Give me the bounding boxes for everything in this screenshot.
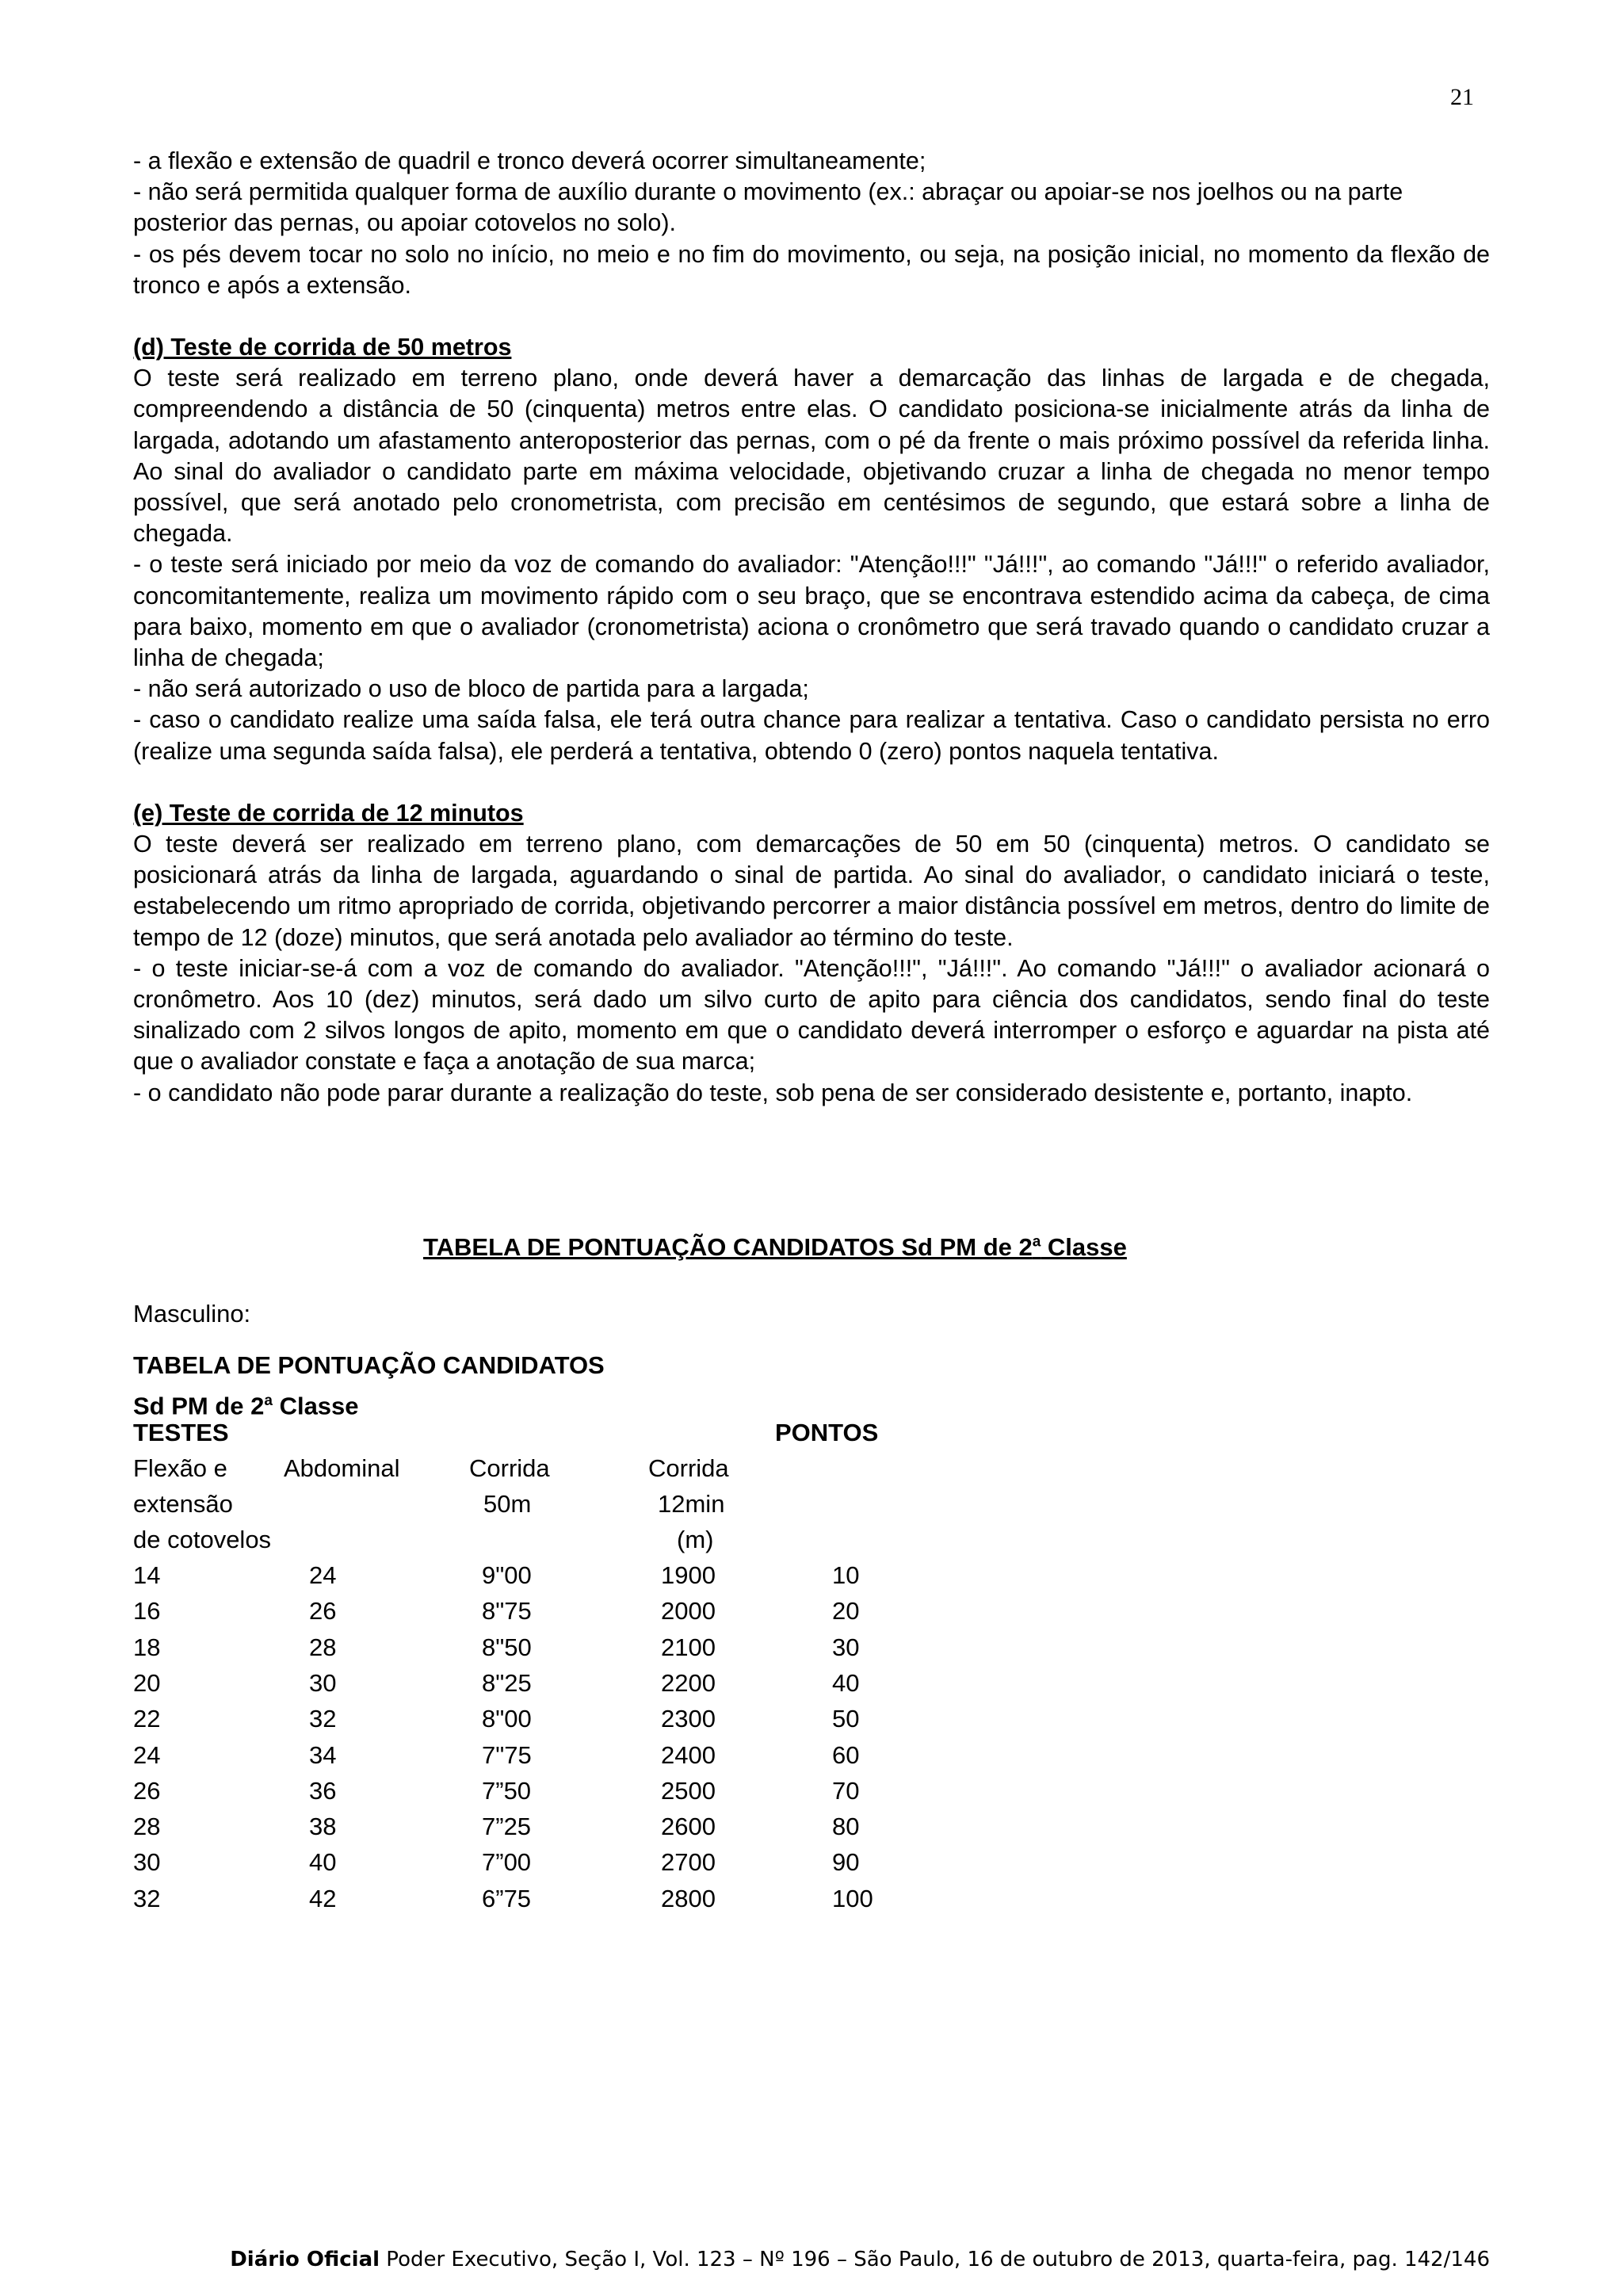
corrida-50m-value: 8"75 xyxy=(482,1597,532,1626)
corrida-50m-value: 7”00 xyxy=(482,1848,532,1877)
corrida-50m-value: 6”75 xyxy=(482,1884,532,1912)
pontos-value: 20 xyxy=(832,1597,860,1626)
pontos-value: 30 xyxy=(832,1633,860,1661)
footer: Diário Oficial Poder Executivo, Seção I, Vol. 123 – Nº 196 – São Paulo, 16 de outubro de 2013, quarta-feira, pag. 142/146 xyxy=(230,2248,1490,2271)
table-row xyxy=(133,1705,926,1740)
flexao-value: 24 xyxy=(133,1740,161,1769)
scoring-table-title: TABELA DE PONTUAÇÃO CANDIDATOS Sd PM de 2$^a$ Classe xyxy=(423,1233,1127,1261)
table-row xyxy=(133,1669,926,1705)
table-row xyxy=(133,1777,926,1813)
section-e-paragraph: - o teste iniciar-se-á com a voz de comando do avaliador. "Atenção!!!", "Já!!!". Ao comando "Já!!!" o avaliador acionará o cronômetro. Aos 10 (dez) minutos, será dado um silvo curto de apito para ciência dos candidatos, sendo final do teste sinalizado com 2 silvos longos de apito, momento em que o candidato deverá interromper o esforço e aguardar na pista até que o avaliador constate e faça a anotação de sua marca; xyxy=(133,954,1490,1075)
pontos-label: PONTOS xyxy=(775,1419,879,1446)
masculino-label: Masculino: xyxy=(133,1300,251,1328)
flexao-value: 22 xyxy=(133,1705,161,1733)
abdominal-value: 32 xyxy=(309,1705,337,1733)
table-row xyxy=(133,1597,926,1633)
pontos-value: 80 xyxy=(832,1813,860,1841)
corrida-12min-value: 2700 xyxy=(661,1848,716,1877)
table-row xyxy=(133,1813,926,1848)
abdominal-value: 38 xyxy=(309,1813,337,1841)
table-row xyxy=(133,1741,926,1777)
corrida-50m-value: 8"00 xyxy=(482,1705,532,1733)
section-d-paragraph: O teste será realizado em terreno plano, onde deverá haver a demarcação das linhas de largada e de chegada, compreendendo a distância de 50 (cinquenta) metros entre elas. O candidato posiciona-se inicialmente atrás da linha de largada, adotando um afastamento anteroposterior das pernas, com o pé da frente o mais próximo possível da referida linha. Ao sinal do avaliador o candidato parte em máxima velocidade, objetivando cruzar a linha de chegada no menor tempo possível, que será anotado pelo cronometrista, com precisão em centésimos de segundo, que estará sobre a linha de chegada. xyxy=(133,365,1490,548)
pontos-value: 10 xyxy=(832,1561,860,1589)
corrida-12min-value: 2600 xyxy=(661,1813,716,1841)
body-text xyxy=(133,146,1490,1109)
table-header-row xyxy=(133,1490,926,1526)
section-d-paragraph: - caso o candidato realize uma saída falsa, ele terá outra chance para realizar a tentativa. Caso o candidato persista no erro (realize uma segunda saída falsa), ele perderá a tentativa, obtendo 0 (zero) pontos naquela tentativa. xyxy=(133,706,1490,765)
corrida-12min-value: 2300 xyxy=(661,1705,716,1733)
section-d-heading: (d) Teste de corrida de 50 metros xyxy=(133,334,512,361)
pontos-value: 90 xyxy=(832,1848,860,1877)
abdominal-value: 36 xyxy=(309,1776,337,1805)
intro-line: - os pés devem tocar no solo no início, no meio e no fim do movimento, ou seja, na posição inicial, no momento da flexão de tronco e após a extensão. xyxy=(133,240,1490,299)
abdominal-value: 34 xyxy=(309,1740,337,1769)
corrida-12min-value: 2400 xyxy=(661,1740,716,1769)
testes-label: TESTES xyxy=(133,1419,229,1446)
corrida-12min-value: 2100 xyxy=(661,1633,716,1661)
table-row xyxy=(133,1885,926,1920)
section-d-paragraph: - o teste será iniciado por meio da voz de comando do avaliador: "Atenção!!!" "Já!!!", ao comando "Já!!!" o referido avaliador, concomitantemente, realiza um movimento rápido com o seu braço, que se encontrava estendido acima da cabeça, de cima para baixo, momento em que o avaliador (cronometrista) aciona o cronômetro que será travado quando o candidato cruzar a linha de chegada; xyxy=(133,551,1490,672)
pontos-value: 50 xyxy=(832,1705,860,1733)
col-header-abdominal: Abdominal xyxy=(284,1454,400,1482)
flexao-value: 16 xyxy=(133,1597,161,1626)
flexao-value: 20 xyxy=(133,1668,161,1697)
flexao-value: 18 xyxy=(133,1633,161,1661)
flexao-value: 32 xyxy=(133,1884,161,1912)
section-d-paragraph: - não será autorizado o uso de bloco de partida para a largada; xyxy=(133,675,809,703)
pontos-value: 60 xyxy=(832,1740,860,1769)
col-header-corrida-12: (m) xyxy=(677,1526,714,1553)
abdominal-value: 28 xyxy=(309,1633,337,1661)
pontos-value: 40 xyxy=(832,1668,860,1697)
table-heading-line2: Sd PM de 2$^a$ Classe xyxy=(133,1392,359,1420)
intro-line: - a flexão e extensão de quadril e tronco deverá ocorrer simultaneamente; xyxy=(133,147,926,174)
flexao-value: 28 xyxy=(133,1813,161,1841)
intro-line: - não será permitida qualquer forma de auxílio durante o movimento (ex.: abraçar ou apoiar-se nos joelhos ou na parte posterior das pernas, ou apoiar cotovelos no solo). xyxy=(133,178,1403,237)
flexao-value: 14 xyxy=(133,1561,161,1589)
section-e-heading: (e) Teste de corrida de 12 minutos xyxy=(133,799,524,827)
table-heading-line1: TABELA DE PONTUAÇÃO CANDIDATOS xyxy=(133,1351,605,1379)
pontos-value: 100 xyxy=(832,1884,873,1912)
corrida-50m-value: 7”50 xyxy=(482,1776,532,1805)
col-header-corrida-12: Corrida xyxy=(648,1454,729,1482)
table-header-row xyxy=(133,1419,926,1454)
corrida-12min-value: 2500 xyxy=(661,1776,716,1805)
abdominal-value: 40 xyxy=(309,1848,337,1877)
corrida-12min-value: 1900 xyxy=(661,1561,716,1589)
corrida-50m-value: 8"25 xyxy=(482,1668,532,1697)
corrida-50m-value: 9"00 xyxy=(482,1561,532,1589)
pontos-value: 70 xyxy=(832,1776,860,1805)
abdominal-value: 30 xyxy=(309,1668,337,1697)
col-header-flexao: extensão xyxy=(133,1490,233,1518)
table-header-row xyxy=(133,1526,926,1561)
col-header-corrida-50: 50m xyxy=(483,1490,532,1518)
abdominal-value: 26 xyxy=(309,1597,337,1626)
table-header-row xyxy=(133,1454,926,1490)
table-row xyxy=(133,1561,926,1597)
table-heading xyxy=(133,1347,605,1423)
col-header-flexao: de cotovelos xyxy=(133,1526,272,1553)
corrida-12min-value: 2800 xyxy=(661,1884,716,1912)
flexao-value: 30 xyxy=(133,1848,161,1877)
table-row xyxy=(133,1633,926,1669)
corrida-12min-value: 2000 xyxy=(661,1597,716,1626)
section-e-paragraph: O teste deverá ser realizado em terreno plano, com demarcações de 50 em 50 (cinquenta) metros. O candidato se posicionará atrás da linha de largada, aguardando o sinal de partida. Ao sinal do avaliador, o candidato iniciará o teste, estabelecendo um ritmo apropriado de corrida, objetivando percorrer a maior distância possível em metros, dentro do limite de tempo de 12 (doze) minutos, que será anotada pelo avaliador ao término do teste. xyxy=(133,831,1490,951)
abdominal-value: 24 xyxy=(309,1561,337,1589)
corrida-50m-value: 7”25 xyxy=(482,1813,532,1841)
corrida-50m-value: 7"75 xyxy=(482,1740,532,1769)
col-header-corrida-50: Corrida xyxy=(469,1454,550,1482)
col-header-flexao: Flexão e xyxy=(133,1454,227,1482)
col-header-corrida-12: 12min xyxy=(658,1490,725,1518)
page-number: 21 xyxy=(1450,84,1474,110)
section-e-paragraph: - o candidato não pode parar durante a realização do teste, sob pena de ser considerado desistente e, portanto, inapto. xyxy=(133,1079,1413,1106)
abdominal-value: 42 xyxy=(309,1884,337,1912)
corrida-12min-value: 2200 xyxy=(661,1668,716,1697)
table-row xyxy=(133,1848,926,1884)
corrida-50m-value: 8"50 xyxy=(482,1633,532,1661)
flexao-value: 26 xyxy=(133,1776,161,1805)
